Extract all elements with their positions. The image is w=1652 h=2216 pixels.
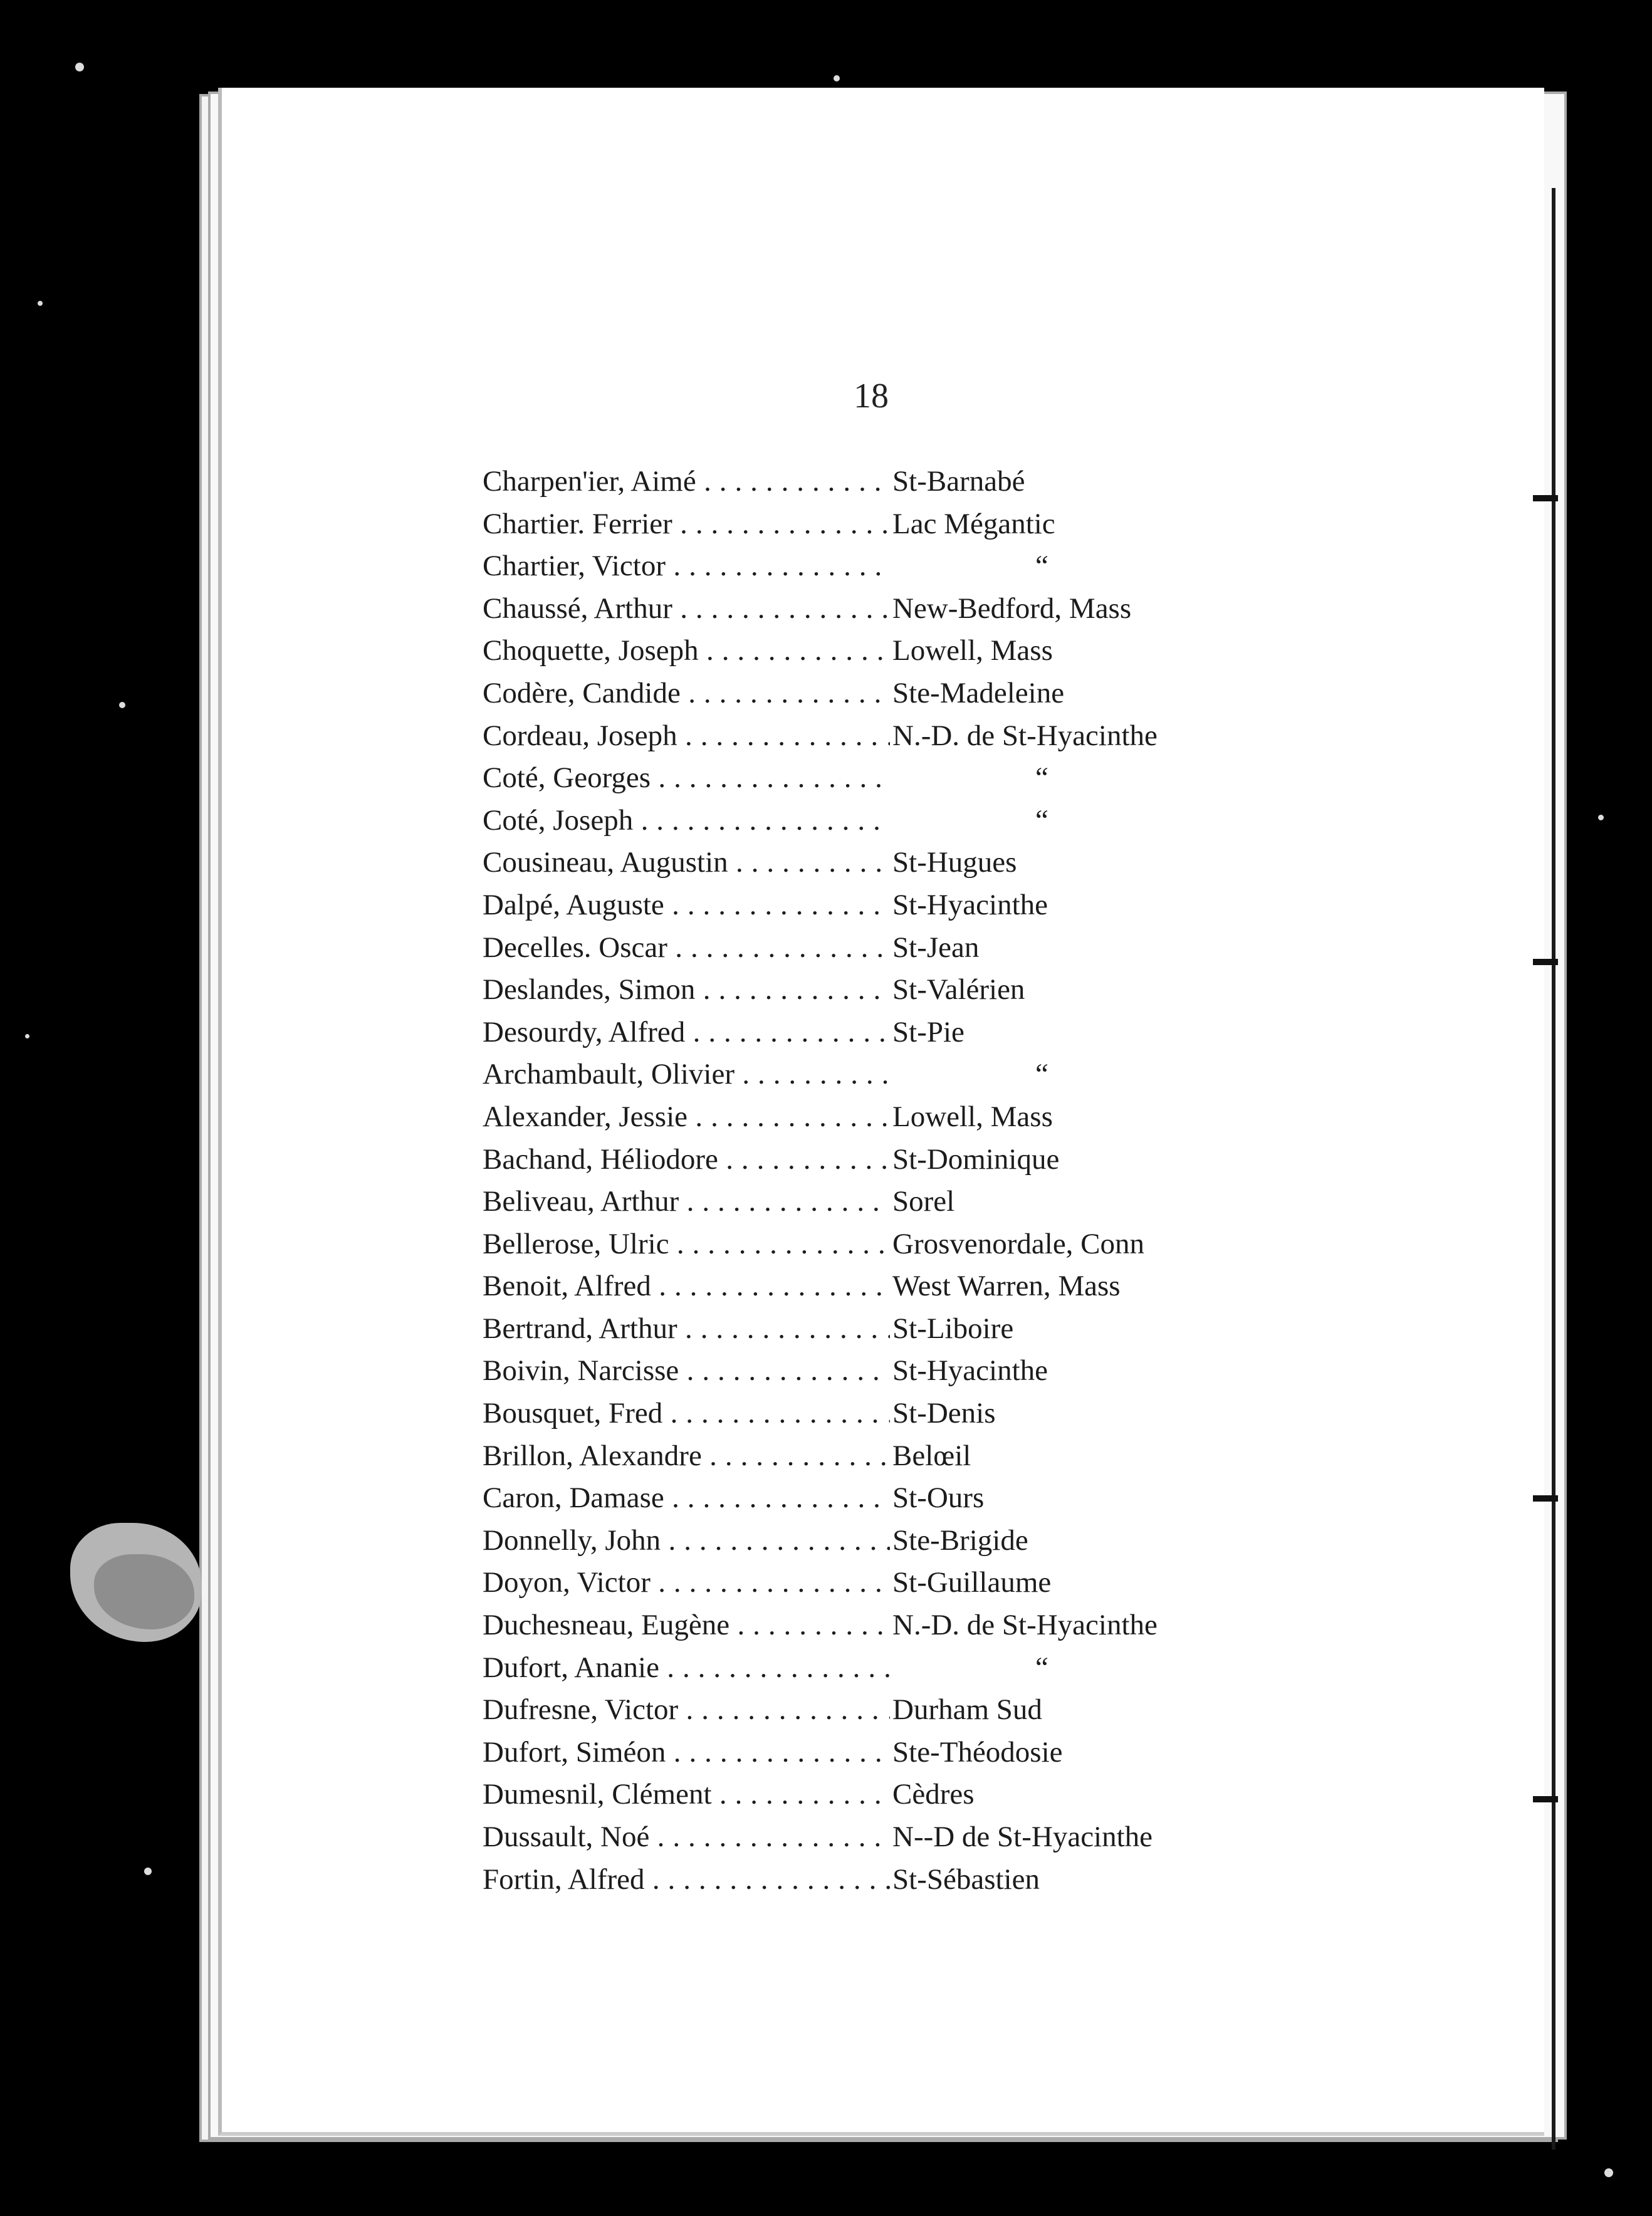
place-name: St-Denis bbox=[890, 1393, 996, 1435]
person-name: Bertrand, Arthur . . . bbox=[483, 1308, 890, 1351]
list-item bbox=[483, 1520, 1297, 1562]
person-name: Cordeau, Joseph . . . bbox=[483, 715, 890, 758]
person-name: Coté, Georges . . . bbox=[483, 757, 890, 800]
place-name: New-Bedford, Mass bbox=[890, 588, 1131, 630]
binding-stitch bbox=[1533, 959, 1558, 965]
dust-speck bbox=[1598, 815, 1604, 820]
place-name: St-Sébastien bbox=[890, 1859, 1040, 1901]
person-name: Desourdy, Alfred . . . bbox=[483, 1011, 890, 1054]
list-item bbox=[483, 630, 1297, 672]
place-name: Sorel bbox=[890, 1181, 954, 1223]
person-name: Beliveau, Arthur . . . bbox=[483, 1181, 890, 1223]
person-name: Deslandes, Simon . . . bbox=[483, 969, 890, 1011]
person-name: Decelles. Oscar . . . bbox=[483, 927, 890, 970]
place-name: St-Dominique bbox=[890, 1139, 1059, 1181]
place-name: Lowell, Mass bbox=[890, 1096, 1053, 1139]
place-name: St-Guillaume bbox=[890, 1562, 1051, 1604]
binding-stitch bbox=[1533, 495, 1558, 501]
person-name: Brillon, Alexandre . . . bbox=[483, 1435, 890, 1478]
list-item bbox=[483, 969, 1297, 1011]
person-name: Boivin, Narcisse . . . bbox=[483, 1350, 890, 1393]
person-name: Bachand, Héliodore . . . bbox=[483, 1139, 890, 1181]
place-name: Ste-Théodosie bbox=[890, 1732, 1063, 1774]
place-name: St-Jean bbox=[890, 927, 979, 970]
place-name: “ bbox=[1035, 761, 1048, 795]
place-name: St-Ours bbox=[890, 1477, 984, 1520]
place-name: West Warren, Mass bbox=[890, 1265, 1121, 1308]
place-name: Cèdres bbox=[890, 1774, 975, 1816]
page-number: 18 bbox=[854, 377, 889, 416]
person-name: Cousineau, Augustin . . . bbox=[483, 842, 890, 884]
person-name: Chaussé, Arthur . . . bbox=[483, 588, 890, 630]
place-name: Lowell, Mass bbox=[890, 630, 1053, 672]
binding-edge bbox=[1552, 188, 1555, 2150]
list-item bbox=[483, 1647, 1297, 1690]
person-name: Benoit, Alfred . . . bbox=[483, 1265, 890, 1308]
place-name: Durham Sud bbox=[890, 1689, 1042, 1732]
list-item bbox=[483, 1689, 1297, 1732]
list-item bbox=[483, 800, 1297, 842]
person-name: Dussault, Noé . . . bbox=[483, 1816, 890, 1859]
list-item bbox=[483, 545, 1297, 588]
list-item bbox=[483, 1562, 1297, 1604]
place-name: St-Hyacinthe bbox=[890, 884, 1048, 927]
list-item bbox=[483, 1265, 1297, 1308]
person-name: Dufort, Ananie . . . bbox=[483, 1647, 890, 1690]
list-item bbox=[483, 927, 1297, 970]
list-item bbox=[483, 672, 1297, 715]
place-name: St-Hugues bbox=[890, 842, 1017, 884]
place-name: Lac Mégantic bbox=[890, 503, 1055, 546]
person-name: Chartier. Ferrier . . . bbox=[483, 503, 890, 546]
place-name: St-Liboire bbox=[890, 1308, 1013, 1351]
list-item bbox=[483, 1011, 1297, 1054]
person-name: Coté, Joseph . . . bbox=[483, 800, 890, 842]
person-name: Charpen'ier, Aimé . . . bbox=[483, 461, 890, 503]
dust-speck bbox=[38, 301, 43, 306]
place-name: St-Barnabé bbox=[890, 461, 1025, 503]
list-item bbox=[483, 1604, 1297, 1647]
place-name: St-Valérien bbox=[890, 969, 1025, 1011]
person-name: Alexander, Jessie . . . bbox=[483, 1096, 890, 1139]
place-name: St-Pie bbox=[890, 1011, 965, 1054]
dust-speck bbox=[75, 63, 84, 71]
dust-speck bbox=[1604, 2168, 1613, 2177]
person-name: Codère, Candide . . . bbox=[483, 672, 890, 715]
list-item bbox=[483, 1477, 1297, 1520]
binding-stitch bbox=[1533, 1796, 1558, 1802]
dust-speck bbox=[144, 1868, 152, 1875]
place-name: N.-D. de St-Hyacinthe bbox=[890, 715, 1158, 758]
list-item bbox=[483, 1096, 1297, 1139]
place-name: Grosvenordale, Conn bbox=[890, 1223, 1144, 1266]
list-item bbox=[483, 1859, 1297, 1901]
binding-stitch bbox=[1533, 1495, 1558, 1502]
list-item bbox=[483, 842, 1297, 884]
person-name: Archambault, Olivier . . . bbox=[483, 1053, 890, 1096]
place-name: “ bbox=[1035, 1058, 1048, 1091]
person-name: Chartier, Victor . . . bbox=[483, 545, 890, 588]
person-name: Duchesneau, Eugène . . . bbox=[483, 1604, 890, 1647]
list-item bbox=[483, 1393, 1297, 1435]
person-name: Bellerose, Ulric . . . bbox=[483, 1223, 890, 1266]
place-name: Belœil bbox=[890, 1435, 971, 1478]
list-item bbox=[483, 1732, 1297, 1774]
place-name: St-Hyacinthe bbox=[890, 1350, 1048, 1393]
place-name: N--D de St-Hyacinthe bbox=[890, 1816, 1153, 1859]
list-item bbox=[483, 1350, 1297, 1393]
list-item bbox=[483, 588, 1297, 630]
person-name: Doyon, Victor . . . bbox=[483, 1562, 890, 1604]
list-item bbox=[483, 461, 1297, 503]
list-item bbox=[483, 1435, 1297, 1478]
place-name: “ bbox=[1035, 550, 1048, 583]
list-item bbox=[483, 715, 1297, 758]
person-name: Donnelly, John . . . bbox=[483, 1520, 890, 1562]
name-place-list bbox=[483, 461, 1297, 1901]
person-name: Bousquet, Fred . . . bbox=[483, 1393, 890, 1435]
list-item bbox=[483, 1181, 1297, 1223]
list-item bbox=[483, 1139, 1297, 1181]
person-name: Dalpé, Auguste . . . bbox=[483, 884, 890, 927]
place-name: Ste-Brigide bbox=[890, 1520, 1028, 1562]
place-name: “ bbox=[1035, 1651, 1048, 1684]
person-name: Dumesnil, Clément . . . bbox=[483, 1774, 890, 1816]
list-item bbox=[483, 1308, 1297, 1351]
list-item bbox=[483, 1223, 1297, 1266]
place-name: N.-D. de St-Hyacinthe bbox=[890, 1604, 1158, 1647]
person-name: Dufresne, Victor . . . bbox=[483, 1689, 890, 1732]
person-name: Choquette, Joseph . . . bbox=[483, 630, 890, 672]
list-item bbox=[483, 1816, 1297, 1859]
place-name: Ste-Madeleine bbox=[890, 672, 1064, 715]
list-item bbox=[483, 757, 1297, 800]
list-item bbox=[483, 1053, 1297, 1096]
dust-speck bbox=[119, 702, 125, 708]
list-item bbox=[483, 503, 1297, 546]
place-name: “ bbox=[1035, 803, 1048, 837]
person-name: Caron, Damase . . . bbox=[483, 1477, 890, 1520]
dust-speck bbox=[25, 1034, 29, 1038]
list-item bbox=[483, 884, 1297, 927]
dust-speck bbox=[834, 75, 840, 81]
list-item bbox=[483, 1774, 1297, 1816]
person-name: Dufort, Siméon . . . bbox=[483, 1732, 890, 1774]
person-name: Fortin, Alfred . . . bbox=[483, 1859, 890, 1901]
